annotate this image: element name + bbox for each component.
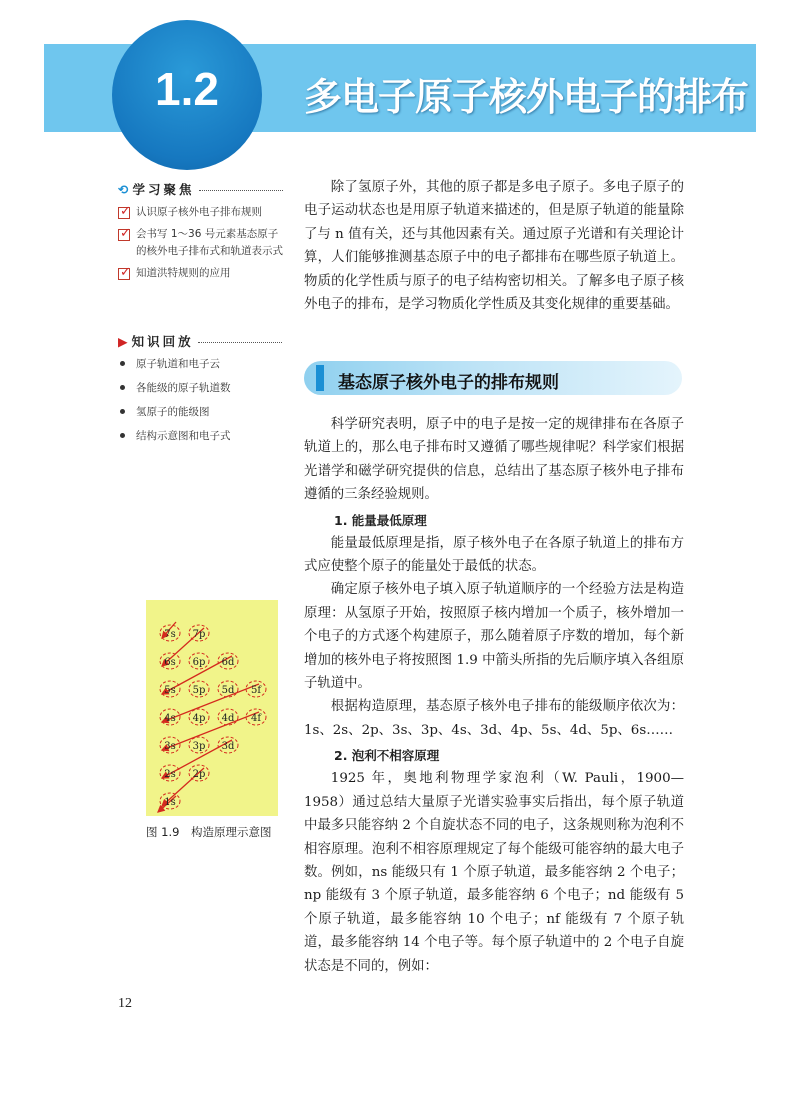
focus-item: ✓ 会书写 1～36 号元素基态原子的核外电子排布式和轨道表示式 [120,226,283,257]
orbital-label: 6s [164,657,176,668]
aufbau-figure [146,600,278,816]
orbital-label: 6p [192,657,206,668]
checkbox-icon: ✓ [120,226,131,241]
orbital-label: 4f [250,713,262,724]
section-number: 1.2 [155,63,219,115]
review-item: 原子轨道和电子云 [118,356,286,372]
page-title: 多电子原子核外电子的排布 [304,75,749,119]
review-item: 各能级的原子轨道数 [118,380,286,396]
orbital-label: 3p [192,741,206,752]
rule2-heading: 2. 泡利不相容原理 [334,748,440,764]
focus-item: ✓ 知道洪特规则的应用 [120,265,231,280]
checkbox-icon: ✓ [120,204,131,219]
orbital-label: 1s [164,797,176,808]
dotted-leader [199,190,283,191]
rule1-paragraph: 确定原子核外电子填入原子轨道顺序的一个经验方法是构造原理：从氢原子开始，按照原子核内增加一个质子，核外增加一个电子的方式逐个构建原子，那么随着原子序数的增加，每个新增加的核外电子将按照图 1.9 中箭头所指的先后顺序填入各组原子轨道中。 [304,582,684,692]
focus-list [118,204,286,287]
focus-item: ✓ 认识原子核外电子排布规则 [120,204,262,219]
section-body [304,413,684,978]
review-heading: ▶ 知识回放 [118,332,282,350]
rule1-heading: 1. 能量最低原理 [334,512,427,528]
intro-block [304,176,684,316]
orbital-label: 2p [192,769,206,780]
bullet-icon [120,409,125,414]
aufbau-diagram [146,600,278,816]
section-paragraph: 科学研究表明，原子中的电子是按一定的规律排布在各原子轨道上的，那么电子排布时又遵循了哪些规律呢？科学家们根据光谱学和磁学研究提供的信息，总结出了基态原子核外电子排布遵循的三条经验规则。 [304,417,684,503]
section-bar-accent [316,365,324,391]
rule1-paragraph: 根据构造原理，基态原子核外电子排布的能级顺序依次为：1s、2s、2p、3s、3p、4s、3d、4p、5s、4d、5p、6s…… [304,699,684,738]
orbital-label: 5s [164,685,176,696]
review-list [118,356,286,452]
orbital-label: 3d [221,741,235,752]
review-item: 结构示意图和电子式 [118,428,286,444]
orbital-label: 5p [192,685,206,696]
bullet-icon [120,385,125,390]
orbital-label: 5d [221,685,235,696]
orbital-label: 4s [164,713,176,724]
orbital-label: 6d [221,657,235,668]
play-icon: ▶ [118,334,128,349]
orbital-label: 3s [164,741,176,752]
focus-heading: ⟲ 学习聚焦 [118,180,283,198]
orbital-label: 7s [164,629,176,640]
orbital-label: 4d [221,713,235,724]
figure-caption: 图 1.9 构造原理示意图 [146,825,272,839]
bullet-icon [120,433,125,438]
rule2-paragraph: 1925 年，奥地利物理学家泡利（W. Pauli，1900—1958）通过总结大量原子光谱实验事实后指出，每个原子轨道中最多只能容纳 2 个自旋状态不同的电子，这条规则称为泡利不相容原理。泡利不相容原理规定了每个能级可能容纳的最大电子数。例如，ns 能级只有 1 个原子轨道，最多能容纳 2 个电子；np 能级有 3 个原子轨道，最多能容纳 6 个电子；nd 能级有 5 个原子轨道，最多能容纳 10 个电子；nf 能级有 7 个原子轨道，最多能容纳 14 个电子等。每个原子轨道中的 2 个电子自旋状态是不同的，例如： [304,771,684,974]
refresh-icon: ⟲ [118,182,129,197]
orbital-label: 5f [250,685,262,696]
orbital-label: 2s [164,769,176,780]
orbital-label: 4p [192,713,206,724]
dotted-leader [198,342,282,343]
rule1-paragraph: 能量最低原理是指，原子核外电子在各原子轨道上的排布方式应使整个原子的能量处于最低的状态。 [304,535,684,575]
page-number: 12 [118,996,132,1011]
review-item: 氢原子的能级图 [118,404,286,420]
section-title: 基态原子核外电子的排布规则 [338,373,559,393]
intro-paragraph: 除了氢原子外，其他的原子都是多电子原子。多电子原子的电子运动状态也是用原子轨道来描述的，但是原子轨道的能量除了与 n 值有关，还与其他因素有关。通过原子光谱和有关理论计算，人们能够推测基态原子中的电子都排布在哪些原子轨道上。物质的化学性质与原子的电子结构密切相关。了解多电子原子核外电子的排布，是学习物质化学性质及其变化规律的重要基础。 [304,180,684,313]
checkbox-icon: ✓ [120,265,131,280]
bullet-icon [120,361,125,366]
orbital-label: 7p [192,629,206,640]
